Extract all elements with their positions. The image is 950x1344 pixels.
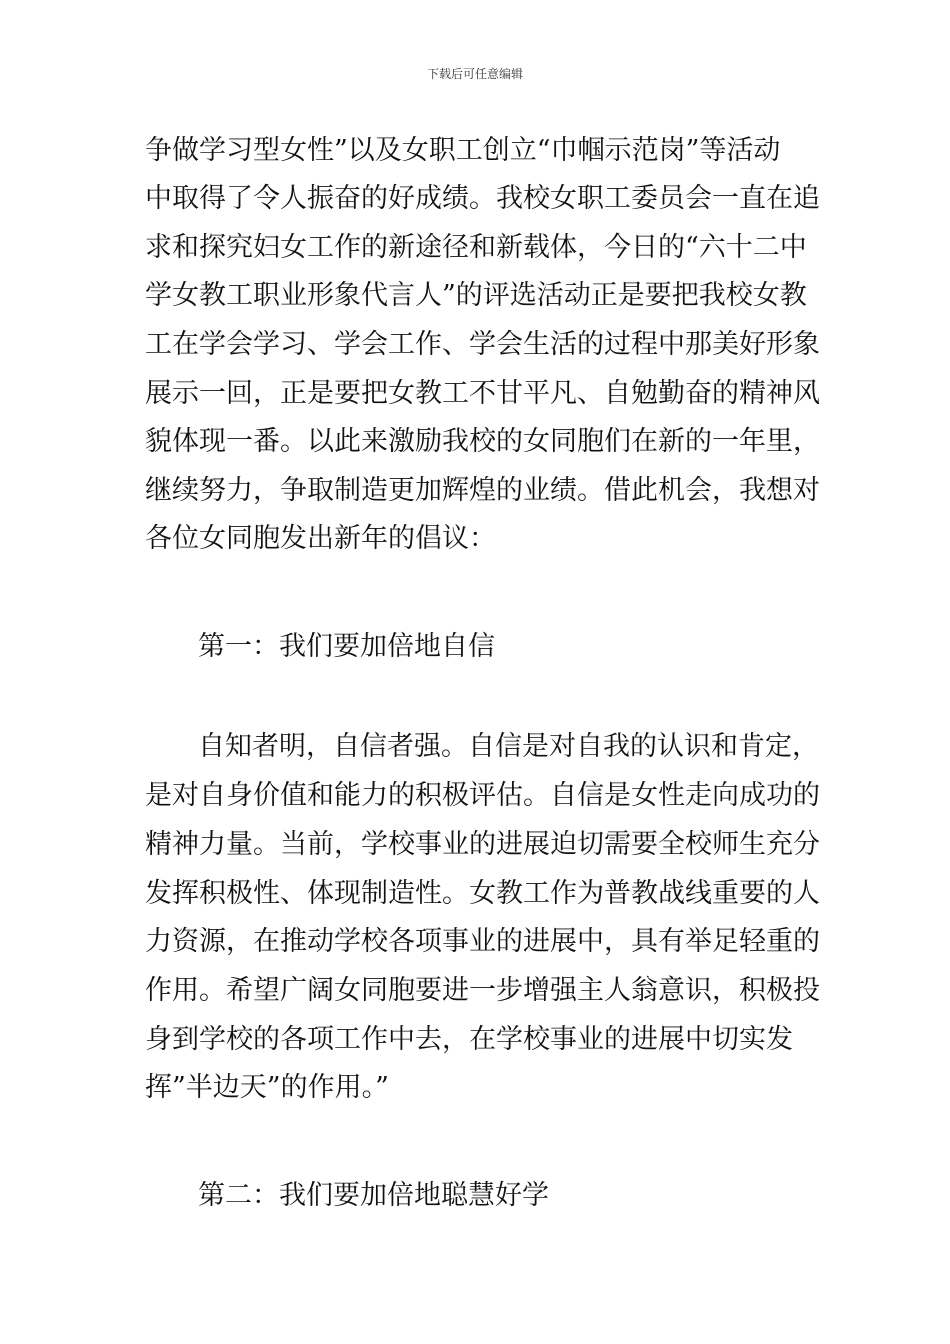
text-line: 身到学校的各项工作中去，在学校事业的进展中切实发 [145,1024,793,1055]
text-line: 作用。希望广阔女同胞要进一步增强主人翁意识，积极投 [145,975,820,1006]
text-line: 发挥积极性、体现制造性。女教工作为普教战线重要的人 [145,878,820,909]
text-line: 挥”半边天”的作用。” [145,1072,389,1103]
text-line: 是对自身价值和能力的积极评估。自信是女性走向成功的 [145,780,820,811]
section-heading-1: 第一：我们要加倍地自信 [198,631,495,662]
text-line: 学女教工职业形象代言人”的评选活动正是要把我校女教 [145,280,807,311]
text-line: 工在学会学习、学会工作、学会生活的过程中那美好形象 [145,329,820,360]
text-line: 中取得了令人振奋的好成绩。我校女职工委员会一直在追 [145,183,820,214]
text-line: 精神力量。当前，学校事业的进展迫切需要全校师生充分 [145,829,820,860]
section-heading-2: 第二：我们要加倍地聪慧好学 [198,1180,549,1211]
text-line: 求和探究妇女工作的新途径和新载体，今日的“六十二中 [145,232,807,263]
text-line: 争做学习型女性”以及女职工创立“巾帼示范岗”等活动 [145,135,781,166]
text-line: 自知者明，自信者强。自信是对自我的认识和肯定， [198,731,819,762]
text-line: 展示一回，正是要把女教工不甘平凡、自勉勤奋的精神风 [145,378,820,409]
page-header: 下载后可任意编辑 [426,67,523,81]
text-line: 继续努力，争取制造更加辉煌的业绩。借此机会，我想对 [145,475,820,506]
text-line: 各位女同胞发出新年的倡议： [145,523,496,554]
text-line: 力资源，在推动学校各项事业的进展中，具有举足轻重的 [145,926,820,957]
text-line: 貌体现一番。以此来激励我校的女同胞们在新的一年里， [145,426,820,457]
